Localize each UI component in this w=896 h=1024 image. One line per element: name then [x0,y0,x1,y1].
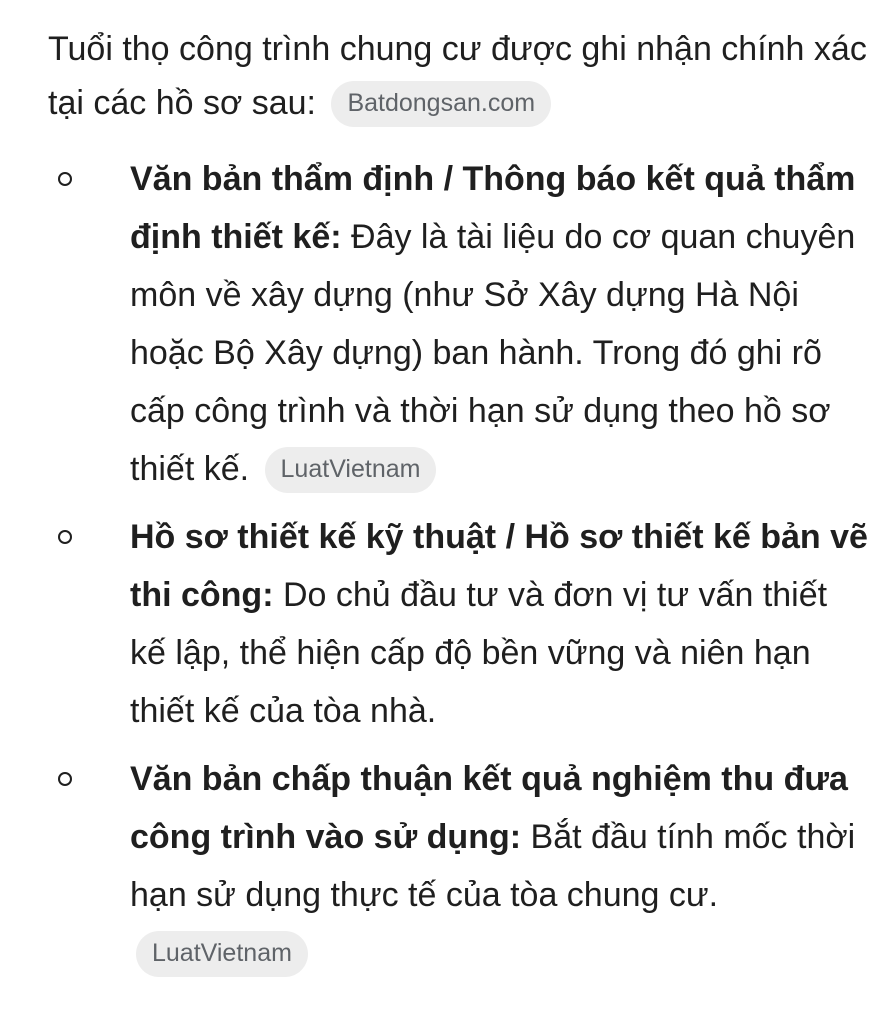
item-description: Bắt đầu tính mốc thời hạn sử dụng thực tế của tòa chung cư. [130,818,856,914]
item-term: Văn bản thẩm định / Thông báo kết quả thẩm định thiết kế: [130,160,856,256]
hollow-circle-bullet-icon [58,772,72,786]
intro-paragraph [48,22,868,130]
source-chip-batdongsan[interactable]: Batdongsan.com [331,81,551,127]
item-term: Văn bản chấp thuận kết quả nghiệm thu đưa công trình vào sử dụng: [130,760,848,856]
hollow-circle-bullet-icon [58,172,72,186]
list-item [48,750,868,982]
answer-content [48,22,868,982]
list-item [48,508,868,740]
item-description: Do chủ đầu tư và đơn vị tư vấn thiết kế lập, thể hiện cấp độ bền vững và niên hạn thiết kế của tòa nhà. [130,576,828,730]
item-description: Đây là tài liệu do cơ quan chuyên môn về xây dựng (như Sở Xây dựng Hà Nội hoặc Bộ Xây dựng) ban hành. Trong đó ghi rõ cấp công trình và thời hạn sử dụng theo hồ sơ thiết kế. [130,218,856,488]
source-chip-luatvietnam[interactable]: LuatVietnam [136,931,308,977]
document-list [48,150,868,982]
intro-text: Tuổi thọ công trình chung cư được ghi nhận chính xác tại các hồ sơ sau: [48,30,867,122]
hollow-circle-bullet-icon [58,530,72,544]
list-item [48,150,868,498]
item-term: Hồ sơ thiết kế kỹ thuật / Hồ sơ thiết kế bản vẽ thi công: [130,518,868,614]
source-chip-luatvietnam[interactable]: LuatVietnam [265,447,437,493]
